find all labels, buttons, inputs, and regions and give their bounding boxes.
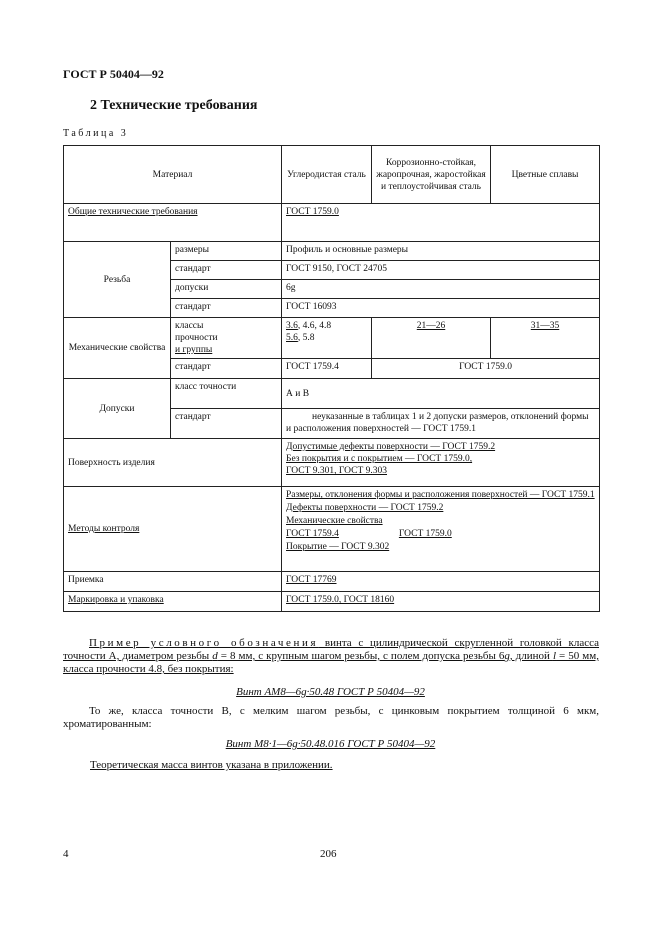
tolerances-label: Допуски: [64, 379, 171, 439]
header-corrosion-steel: Коррозионно-стойкая, жаропрочная, жаростойкая и теплоустойчивая сталь: [372, 146, 491, 204]
tolerances-standard-label: стандарт: [171, 409, 282, 439]
general-value: ГОСТ 1759.0: [282, 204, 600, 242]
marking-label: Маркировка и упаковка: [64, 592, 282, 612]
table-caption: Таблица 3: [63, 128, 129, 139]
thread-tolerance-label: допуски: [171, 280, 282, 299]
header-material: Материал: [64, 146, 282, 204]
methods-label: Методы контроля: [64, 487, 282, 572]
acceptance-value: ГОСТ 17769: [282, 572, 600, 592]
header-nonferrous: Цветные сплавы: [491, 146, 600, 204]
mech-classes-carbon: 3.6, 4.6, 4.8 5.6, 5.8: [282, 318, 372, 359]
thread-tolerance-value: 6g: [282, 280, 600, 299]
mech-standard-label: стандарт: [171, 359, 282, 379]
mech-standard-other: ГОСТ 1759.0: [372, 359, 600, 379]
thread-standard2-label: стандарт: [171, 299, 282, 318]
methods-value: Размеры, отклонения формы и расположения поверхностей — ГОСТ 1759.1 Дефекты поверхности — ГОСТ 1759.2 Механические свойства ГОСТ 1759.4 ГОСТ 1759.0 Покрытие — ГОСТ 9.302: [282, 487, 600, 572]
general-label: Общие технические требования: [64, 204, 282, 242]
tolerances-standard-value: неуказанные в таблицах 1 и 2 допуски размеров, отклонений формы и расположения поверхностей — ГОСТ 1759.1: [282, 409, 600, 439]
header-carbon-steel: Углеродистая сталь: [282, 146, 372, 204]
surface-label: Поверхность изделия: [64, 439, 282, 487]
requirements-table: [63, 145, 600, 612]
mech-label: Механические свойства: [64, 318, 171, 379]
thread-standard2-value: ГОСТ 16093: [282, 299, 600, 318]
mech-standard-carbon: ГОСТ 1759.4: [282, 359, 372, 379]
thread-sizes-value: Профиль и основные размеры: [282, 242, 600, 261]
thread-label: Резьба: [64, 242, 171, 318]
page-number-left: 4: [63, 848, 69, 860]
mech-classes-nonferrous: 31—35: [491, 318, 600, 359]
mass-note: Теоретическая масса винтов указана в приложении.: [90, 759, 333, 771]
thread-standard-label: стандарт: [171, 261, 282, 280]
surface-value: Допустимые дефекты поверхности — ГОСТ 1759.2 Без покрытия и с покрытием — ГОСТ 1759.0, ГОСТ 9.301, ГОСТ 9.303: [282, 439, 600, 487]
section-title: 2 Технические требования: [90, 98, 258, 113]
acceptance-label: Приемка: [64, 572, 282, 592]
designation-2: Винт М8·1—6g·50.48.016 ГОСТ Р 50404—92: [225, 738, 436, 750]
tolerances-class-value: А и В: [282, 379, 600, 409]
mech-classes-label: классы прочности и группы: [171, 318, 282, 359]
page-number-center: 206: [320, 848, 337, 860]
document-code: ГОСТ Р 50404—92: [63, 67, 164, 81]
thread-standard-value: ГОСТ 9150, ГОСТ 24705: [282, 261, 600, 280]
marking-value: ГОСТ 1759.0, ГОСТ 18160: [282, 592, 600, 612]
designation-example-2: То же, класса точности В, с мелким шагом резьбы, с цинковым покрытием толщиной 6 мкм, хроматированным:: [63, 705, 599, 730]
designation-1: Винт АМ8—6g·50.48 ГОСТ Р 50404—92: [236, 686, 425, 698]
mech-classes-corrosion: 21—26: [372, 318, 491, 359]
thread-sizes-label: размеры: [171, 242, 282, 261]
designation-example-paragraph: Пример условного обозначения винта с цилиндрической скругленной головкой класса точности А, диаметром резьбы d = 8 мм, с крупным шагом резьбы, с полем допуска резьбы 6g, длиной l = 50 мм, класса прочности 4.8, без покрытия:: [63, 637, 599, 675]
tolerances-class-label: класс точности: [171, 379, 282, 409]
